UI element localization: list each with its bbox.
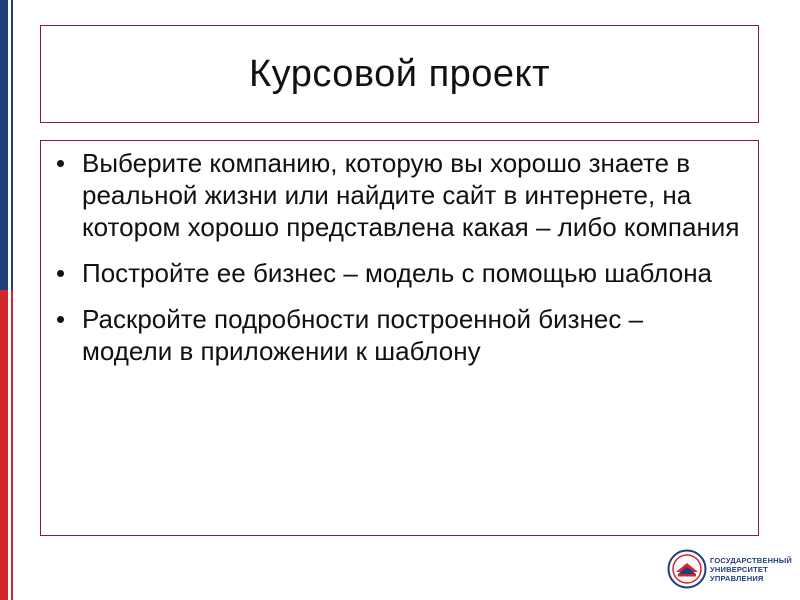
left-tricolor-stripe bbox=[0, 0, 14, 600]
slide-title: Курсовой проект bbox=[248, 52, 551, 95]
slide-content-box bbox=[40, 140, 759, 536]
stripe-thin-red-line bbox=[11, 290, 13, 600]
university-emblem-icon bbox=[667, 549, 707, 589]
bullet-item: Раскройте подробности построенной бизнес – модели в приложении к шаблону bbox=[57, 303, 740, 367]
university-logo-text bbox=[710, 556, 792, 583]
bullet-list bbox=[57, 147, 740, 367]
stripe-blue-segment bbox=[0, 0, 8, 290]
slide-title-box bbox=[40, 25, 759, 123]
logo-text-line: УПРАВЛЕНИЯ bbox=[710, 573, 764, 583]
bullet-item: Постройте ее бизнес – модель с помощью шаблона bbox=[57, 257, 740, 289]
stripe-red-segment bbox=[0, 290, 8, 600]
logo-text-line: УНИВЕРСИТЕТ bbox=[710, 564, 768, 574]
logo-text-line: ГОСУДАРСТВЕННЫЙ bbox=[710, 555, 792, 565]
bullet-item: Выберите компанию, которую вы хорошо знаете в реальной жизни или найдите сайт в интернете, на котором хорошо представлена какая – либо компания bbox=[57, 147, 740, 243]
university-logo bbox=[667, 545, 792, 593]
